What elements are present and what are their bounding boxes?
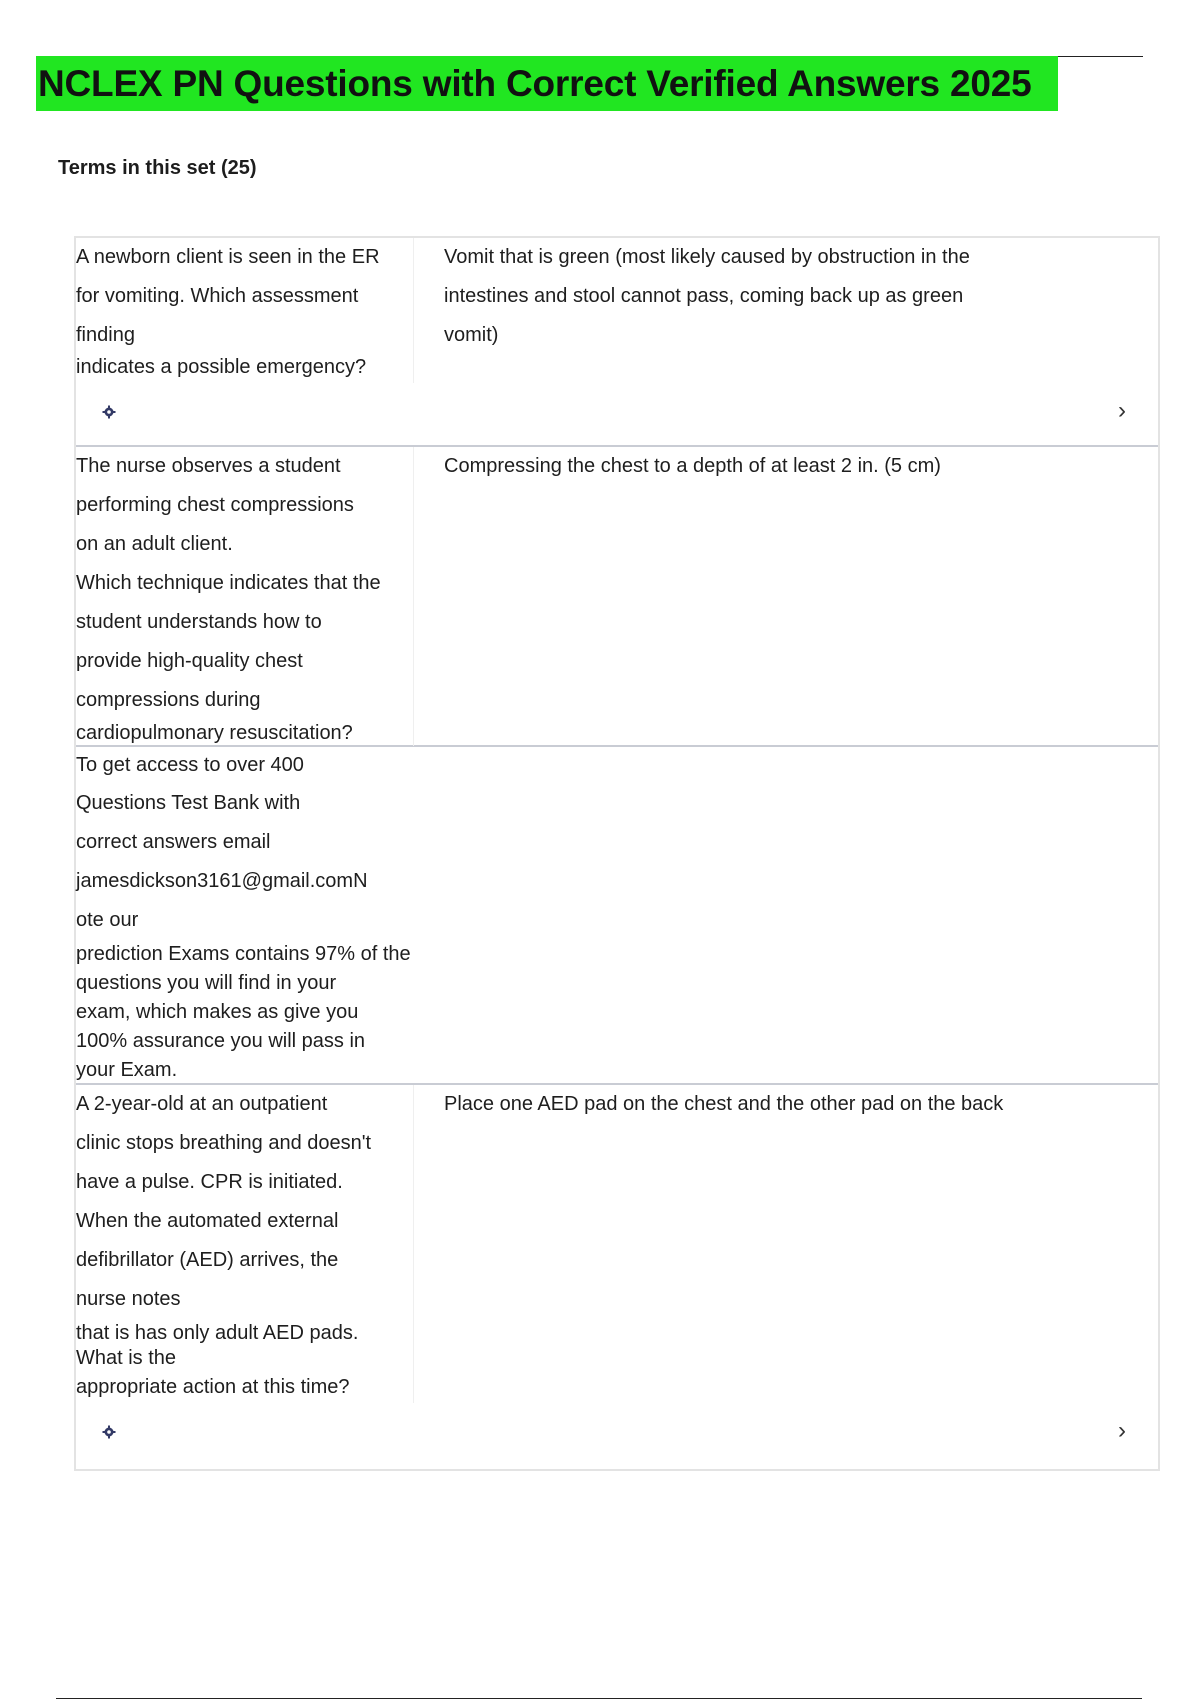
definition-line: vomit) (444, 324, 499, 346)
term-line: Which technique indicates that the (76, 572, 381, 594)
term-line: prediction Exams contains 97% of the (76, 943, 411, 965)
term-line: nurse notes (76, 1288, 181, 1310)
flashcard[interactable] (76, 238, 1158, 447)
term-line: finding (76, 324, 135, 346)
term-line: that is has only adult AED pads. (76, 1322, 359, 1344)
term-line: A newborn client is seen in the ER (76, 246, 380, 268)
term-line: To get access to over 400 (76, 754, 304, 776)
term-line: on an adult client. (76, 533, 233, 555)
bottom-rule (56, 1698, 1142, 1699)
term-line: The nurse observes a student (76, 455, 341, 477)
term-line: What is the (76, 1347, 177, 1369)
gear-icon[interactable] (102, 1425, 116, 1439)
definition-line: intestines and stool cannot pass, coming back up as green (444, 285, 964, 307)
term-line: 100% assurance you will pass in (76, 1030, 366, 1052)
gear-icon[interactable] (102, 405, 116, 419)
definition-line: Vomit that is green (most likely caused by obstruction in the (444, 246, 970, 268)
term-line: defibrillator (AED) arrives, the (76, 1249, 339, 1271)
flashcard[interactable] (76, 1085, 1158, 1469)
term-line: questions you will find in your (76, 972, 337, 994)
term-line: When the automated external (76, 1210, 339, 1232)
term-line: cardiopulmonary resuscitation? (76, 722, 353, 744)
term-line: jamesdickson3161@gmail.comN (76, 870, 368, 892)
card-term (76, 1085, 414, 1403)
term-line: correct answers email (76, 831, 271, 853)
page-title: NCLEX PN Questions with Correct Verified Answers 2025 (38, 62, 1032, 104)
term-line: appropriate action at this time? (76, 1376, 350, 1398)
card-footer (76, 383, 1158, 445)
definition-line: Compressing the chest to a depth of at least 2 in. (5 cm) (444, 455, 941, 477)
term-line: indicates a possible emergency? (76, 356, 367, 378)
term-line: exam, which makes as give you (76, 1001, 359, 1023)
term-line: have a pulse. CPR is initiated. (76, 1171, 343, 1193)
term-line: compressions during (76, 689, 261, 711)
term-line: for vomiting. Which assessment (76, 285, 359, 307)
term-line: performing chest compressions (76, 494, 354, 516)
title-highlight (36, 56, 1058, 111)
chevron-right-icon[interactable]: › (1118, 397, 1126, 424)
card-term (76, 238, 414, 383)
terms-count-label: Terms in this set (25) (58, 157, 257, 179)
card-definition (414, 447, 1158, 746)
card-term (76, 447, 414, 746)
card-definition (414, 238, 1158, 383)
flashcard-list (74, 236, 1160, 1471)
term-line: clinic stops breathing and doesn't (76, 1132, 372, 1154)
term-line: ote our (76, 909, 139, 931)
card-definition (414, 1085, 1158, 1403)
term-line: student understands how to (76, 611, 322, 633)
flashcard[interactable] (76, 747, 1158, 1085)
term-line: your Exam. (76, 1059, 178, 1081)
term-line: A 2-year-old at an outpatient (76, 1093, 328, 1115)
definition-line: Place one AED pad on the chest and the other pad on the back (444, 1093, 1004, 1115)
top-rule (1058, 56, 1143, 57)
card-footer (76, 1403, 1158, 1465)
term-line: provide high-quality chest (76, 650, 303, 672)
card-term (76, 747, 496, 1085)
chevron-right-icon[interactable]: › (1118, 1417, 1126, 1444)
term-line: Questions Test Bank with (76, 792, 301, 814)
flashcard[interactable] (76, 447, 1158, 747)
